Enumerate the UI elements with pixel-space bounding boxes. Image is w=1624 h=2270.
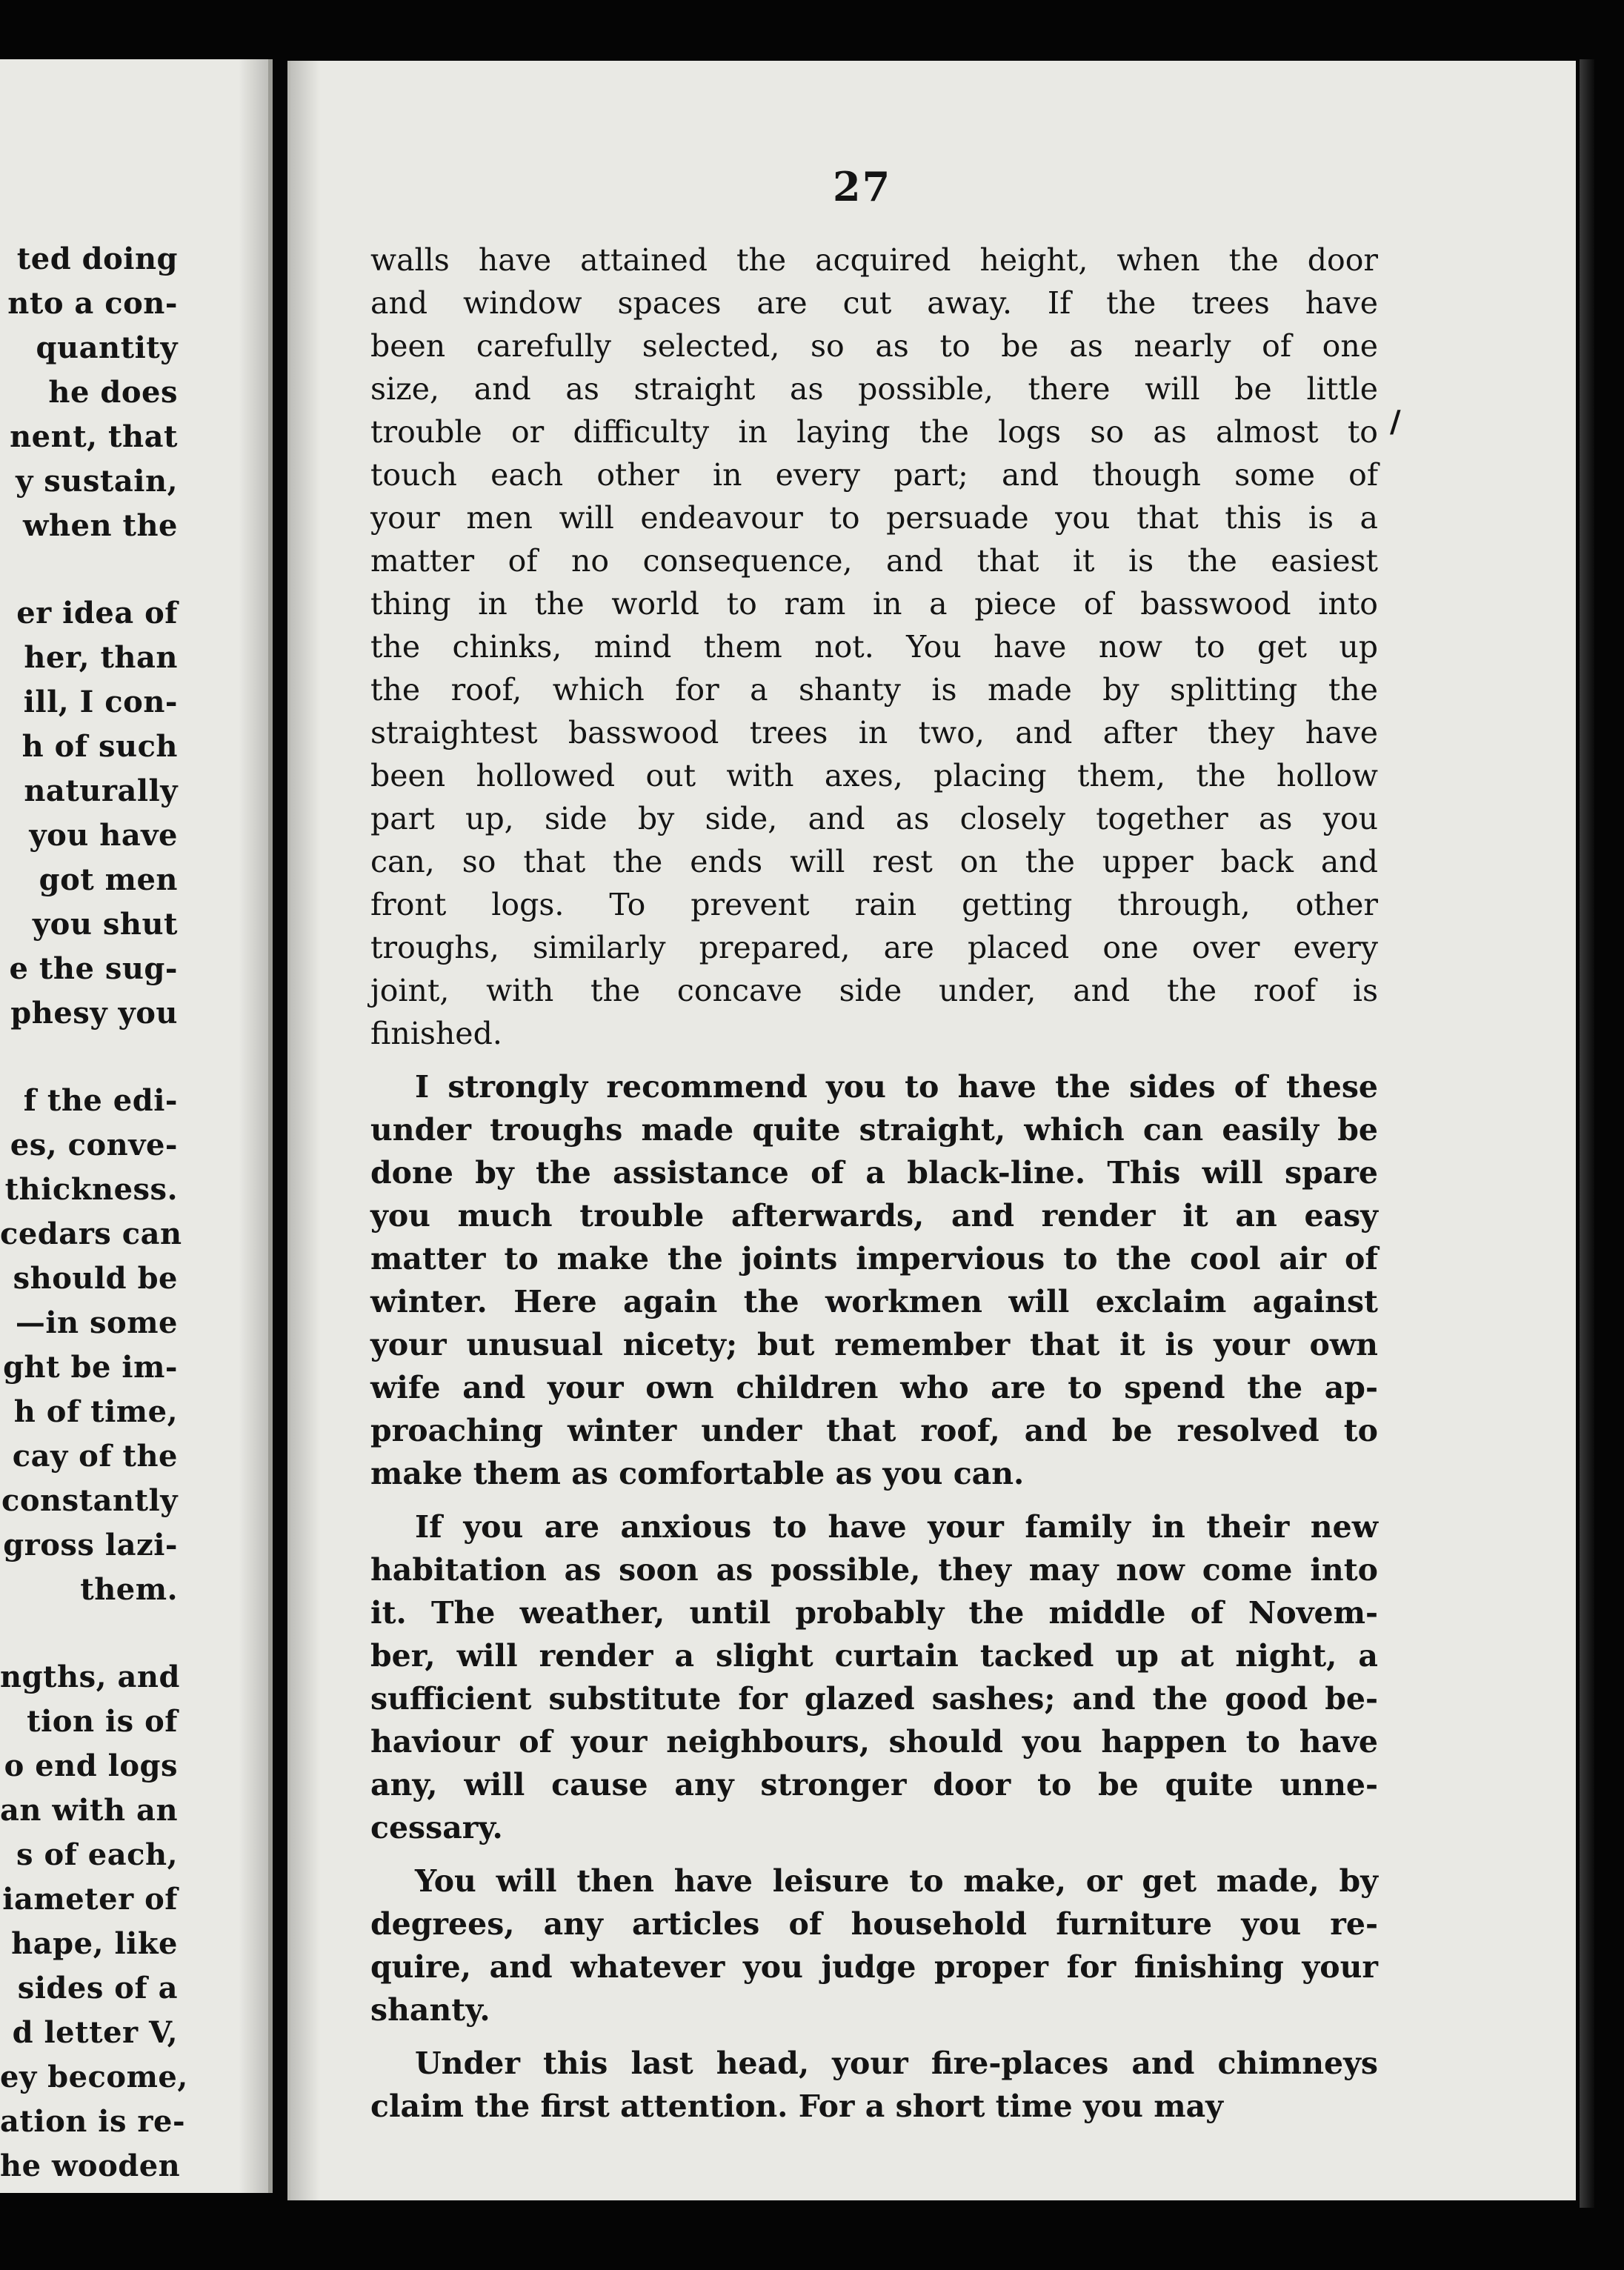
text-line: finished. [370, 1016, 502, 1051]
left-text-line: you have [29, 818, 178, 853]
paragraph-gap [0, 1612, 178, 1655]
left-text-line: he wooden [0, 2148, 181, 2183]
left-text-line: when the [23, 508, 178, 543]
text-line: can, so that the ends will rest on the upper back and [370, 844, 1378, 879]
text-line: You will then have leisure to make, or get made, by [415, 1863, 1378, 1899]
text-line: I strongly recommend you to have the sides of these [415, 1069, 1378, 1105]
left-text-line: h of such [21, 729, 178, 764]
left-text-line: her, than [24, 640, 178, 675]
paragraph [370, 1505, 1378, 1849]
left-text-line: gross lazi- [3, 1528, 178, 1562]
text-line: front logs. To prevent rain getting through, other [370, 887, 1378, 922]
left-text-line: ted doing [16, 242, 178, 276]
page-edge-shadow [1580, 59, 1594, 2208]
left-text-line: quantity [36, 330, 178, 365]
text-line: proaching winter under that roof, and be resolved to [370, 1413, 1378, 1448]
right-page [287, 61, 1576, 2200]
left-text-line: ation is re- [0, 2104, 186, 2139]
left-text-line: ey become, [0, 2060, 188, 2094]
text-line: matter of no consequence, and that it is the easiest [370, 543, 1378, 579]
text-line: you much trouble afterwards, and render it an easy [370, 1198, 1378, 1234]
text-line: size, and as straight as possible, there will be little [370, 371, 1378, 407]
page-number: 27 [833, 163, 892, 210]
paragraph-gap [370, 1495, 1378, 1505]
text-line: quire, and whatever you judge proper for finishing your [370, 1949, 1378, 1985]
text-line: troughs, similarly prepared, are placed one over every [370, 930, 1378, 965]
left-text-line: hape, like [11, 1926, 178, 1961]
left-text-line: nto a con- [7, 286, 178, 321]
text-line: the roof, which for a shanty is made by splitting the [370, 672, 1378, 708]
left-text-line: es, conve- [10, 1128, 178, 1162]
text-line: done by the assistance of a black-line. This will spare [370, 1155, 1378, 1191]
text-line: under troughs made quite straight, which can easily be [370, 1112, 1378, 1148]
paragraph-gap [370, 1055, 1378, 1065]
left-text-line: constantly [1, 1483, 178, 1518]
left-text-line: f the edi- [23, 1083, 178, 1118]
left-text-line: iameter of [2, 1882, 178, 1917]
text-line: ber, will render a slight curtain tacked up at night, a [370, 1638, 1378, 1674]
paragraph [370, 2042, 1378, 2128]
text-line: sufficient substitute for glazed sashes; and the good be- [370, 1681, 1378, 1717]
left-text-line: got men [39, 862, 178, 897]
text-line: touch each other in every part; and though some of [370, 457, 1378, 493]
text-line: shanty. [370, 1992, 490, 2028]
left-text-line: tion is of [27, 1704, 178, 1739]
text-line: winter. Here again the workmen will exclaim against [370, 1284, 1378, 1319]
page-body-text [370, 239, 1378, 2128]
text-line: the chinks, mind them not. You have now to get up [370, 629, 1378, 665]
paragraph-gap [370, 1849, 1378, 1860]
text-line: make them as comfortable as you can. [370, 1456, 1025, 1491]
left-text-line: phesy you [10, 996, 178, 1031]
gutter-shadow [290, 61, 320, 2200]
left-text-line: you shut [32, 907, 178, 942]
paragraph-gap [370, 2031, 1378, 2042]
left-text-line: an with an [0, 1793, 179, 1828]
left-text-line: cay of the [12, 1439, 178, 1474]
left-text-line: h of time, [13, 1394, 178, 1429]
text-line: claim the first attention. For a short time you may [370, 2088, 1223, 2124]
left-text-line: o end logs [4, 1748, 178, 1783]
text-line: haviour of your neighbours, should you happen to have [370, 1724, 1378, 1760]
text-line: your men will endeavour to persuade you that this is a [370, 500, 1378, 536]
text-line: wife and your own children who are to spend the ap- [370, 1370, 1378, 1405]
left-page-text [0, 237, 188, 2189]
left-text-line: er idea of [16, 596, 178, 630]
paragraph-gap [0, 1036, 178, 1079]
left-text-line: s of each, [16, 1837, 178, 1872]
left-text-line: he does [48, 375, 178, 410]
text-line: matter to make the joints impervious to the cool air of [370, 1241, 1378, 1277]
left-text-line: naturally [24, 773, 178, 808]
left-page [0, 59, 273, 2193]
text-line: your unusual nicety; but remember that it is your own [370, 1327, 1378, 1362]
text-line: joint, with the concave side under, and the roof is [370, 973, 1378, 1008]
text-line: part up, side by side, and as closely together as you [370, 801, 1378, 836]
left-text-line: ill, I con- [23, 685, 178, 719]
left-text-line: sides of a [17, 1971, 178, 2006]
left-text-line: nent, that [10, 419, 178, 454]
left-text-line: cedars can [0, 1216, 182, 1251]
left-text-line: e the sug- [9, 951, 178, 986]
text-line: Under this last head, your fire-places and chimneys [415, 2046, 1378, 2081]
left-text-line: them. [80, 1572, 178, 1607]
left-text-line: y sustain, [16, 464, 178, 499]
text-line: it. The weather, until probably the middle of Novem- [370, 1595, 1378, 1631]
text-line: any, will cause any stronger door to be quite unne- [370, 1767, 1378, 1803]
paragraph [370, 1860, 1378, 2031]
text-line: If you are anxious to have your family in their new [415, 1509, 1378, 1545]
text-line: walls have attained the acquired height, when the door [370, 242, 1378, 278]
text-line: degrees, any articles of household furniture you re- [370, 1906, 1378, 1942]
left-text-line: ght be im- [3, 1350, 178, 1385]
text-line: cessary. [370, 1810, 503, 1845]
paragraph [370, 239, 1378, 1055]
text-line: thing in the world to ram in a piece of basswood into [370, 586, 1378, 622]
gutter-shadow [239, 59, 268, 2193]
paragraph-gap [0, 548, 178, 591]
paragraph [370, 1065, 1378, 1495]
left-text-line: —in some [15, 1305, 178, 1340]
text-line: been carefully selected, so as to be as nearly of one [370, 328, 1378, 364]
margin-mark: / [1390, 405, 1401, 439]
text-line: been hollowed out with axes, placing them, the hollow [370, 758, 1378, 793]
left-text-line: should be [13, 1261, 178, 1296]
text-line: straightest basswood trees in two, and after they have [370, 715, 1378, 750]
text-line: and window spaces are cut away. If the trees have [370, 285, 1378, 321]
text-line: trouble or difficulty in laying the logs so as almost to [370, 414, 1378, 450]
left-text-line: thickness. [4, 1172, 178, 1207]
text-line: habitation as soon as possible, they may now come into [370, 1552, 1378, 1588]
left-text-line: d letter V, [12, 2015, 178, 2050]
left-text-line: ngths, and [0, 1660, 180, 1694]
